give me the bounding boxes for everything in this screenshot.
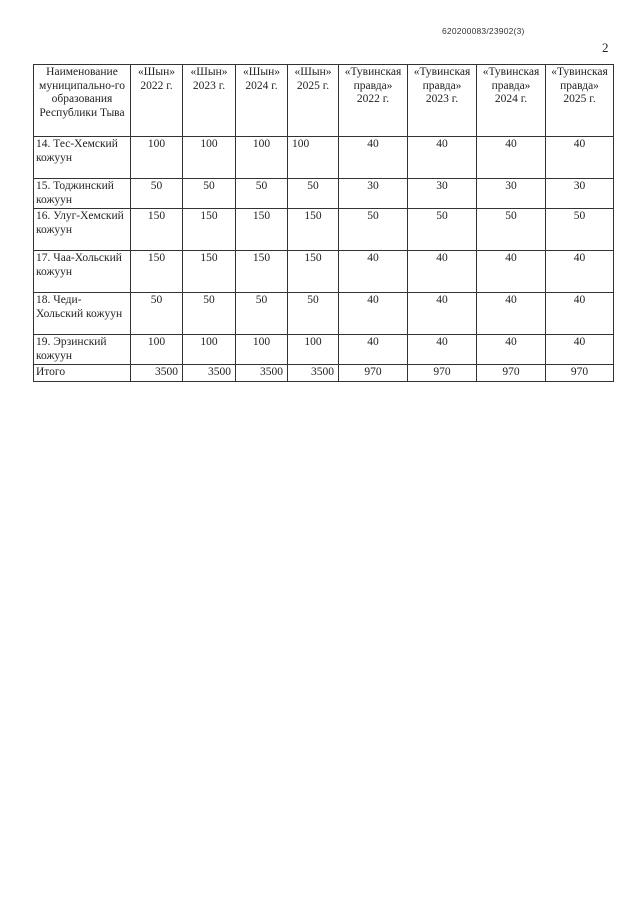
table-row bbox=[34, 209, 614, 251]
page-number: 2 bbox=[602, 40, 609, 55]
table-row bbox=[34, 179, 614, 209]
value-cell: 40 bbox=[339, 335, 408, 365]
header-shyn-2025: «Шын» 2025 г. bbox=[288, 65, 339, 137]
value-cell: 970 bbox=[408, 365, 477, 382]
value-cell: 30 bbox=[339, 179, 408, 209]
value-cell: 50 bbox=[288, 179, 339, 209]
value-cell: 3500 bbox=[131, 365, 183, 382]
value-cell: 40 bbox=[477, 251, 546, 293]
value-cell: 50 bbox=[408, 209, 477, 251]
value-cell: 150 bbox=[131, 209, 183, 251]
table-header-row bbox=[34, 65, 614, 137]
value-cell: 150 bbox=[183, 251, 236, 293]
municipality-name-cell: 16. Улуг-Хемский кожуун bbox=[34, 209, 131, 251]
value-cell: 150 bbox=[236, 209, 288, 251]
value-cell: 40 bbox=[408, 251, 477, 293]
header-shyn-2023: «Шын» 2023 г. bbox=[183, 65, 236, 137]
value-cell: 40 bbox=[477, 335, 546, 365]
value-cell: 3500 bbox=[183, 365, 236, 382]
table-row bbox=[34, 293, 614, 335]
value-cell: 100 bbox=[131, 335, 183, 365]
value-cell: 40 bbox=[339, 251, 408, 293]
value-cell: 100 bbox=[288, 137, 339, 179]
value-cell: 100 bbox=[236, 335, 288, 365]
value-cell: 50 bbox=[236, 293, 288, 335]
value-cell: 30 bbox=[477, 179, 546, 209]
value-cell: 150 bbox=[236, 251, 288, 293]
table-row bbox=[34, 251, 614, 293]
value-cell: 40 bbox=[546, 137, 614, 179]
header-tp-2025: «Тувинская правда» 2025 г. bbox=[546, 65, 614, 137]
value-cell: 40 bbox=[546, 293, 614, 335]
value-cell: 970 bbox=[339, 365, 408, 382]
municipality-name-cell: 15. Тоджинский кожуун bbox=[34, 179, 131, 209]
value-cell: 100 bbox=[183, 335, 236, 365]
table-row bbox=[34, 137, 614, 179]
value-cell: 970 bbox=[477, 365, 546, 382]
header-tp-2023: «Тувинская правда» 2023 г. bbox=[408, 65, 477, 137]
value-cell: 30 bbox=[546, 179, 614, 209]
value-cell: 40 bbox=[477, 293, 546, 335]
municipality-name-cell: 17. Чаа-Хольский кожуун bbox=[34, 251, 131, 293]
value-cell: 3500 bbox=[288, 365, 339, 382]
header-tp-2022: «Тувинская правда» 2022 г. bbox=[339, 65, 408, 137]
value-cell: 100 bbox=[288, 335, 339, 365]
value-cell: 150 bbox=[131, 251, 183, 293]
distribution-table bbox=[33, 64, 614, 382]
value-cell: 40 bbox=[339, 293, 408, 335]
value-cell: 100 bbox=[236, 137, 288, 179]
value-cell: 50 bbox=[183, 293, 236, 335]
value-cell: 40 bbox=[339, 137, 408, 179]
table-row bbox=[34, 335, 614, 365]
value-cell: 50 bbox=[131, 179, 183, 209]
header-tp-2024: «Тувинская правда» 2024 г. bbox=[477, 65, 546, 137]
value-cell: 40 bbox=[408, 137, 477, 179]
value-cell: 150 bbox=[288, 251, 339, 293]
value-cell: 50 bbox=[183, 179, 236, 209]
value-cell: 30 bbox=[408, 179, 477, 209]
value-cell: 40 bbox=[477, 137, 546, 179]
header-municipality: Наименование муниципально-го образования Республики Тыва bbox=[34, 65, 131, 137]
value-cell: 40 bbox=[546, 251, 614, 293]
value-cell: 970 bbox=[546, 365, 614, 382]
table-row bbox=[34, 365, 614, 382]
value-cell: 100 bbox=[183, 137, 236, 179]
value-cell: 150 bbox=[288, 209, 339, 251]
document-id: 620200083/23902(3) bbox=[442, 26, 525, 36]
value-cell: 40 bbox=[408, 293, 477, 335]
municipality-name-cell: 18. Чеди-Хольский кожуун bbox=[34, 293, 131, 335]
value-cell: 150 bbox=[183, 209, 236, 251]
value-cell: 50 bbox=[131, 293, 183, 335]
value-cell: 100 bbox=[131, 137, 183, 179]
value-cell: 50 bbox=[546, 209, 614, 251]
municipality-name-cell: 19. Эрзинский кожуун bbox=[34, 335, 131, 365]
municipality-name-cell: Итого bbox=[34, 365, 131, 382]
header-shyn-2022: «Шын» 2022 г. bbox=[131, 65, 183, 137]
value-cell: 40 bbox=[546, 335, 614, 365]
value-cell: 50 bbox=[477, 209, 546, 251]
value-cell: 40 bbox=[408, 335, 477, 365]
value-cell: 50 bbox=[236, 179, 288, 209]
header-shyn-2024: «Шын» 2024 г. bbox=[236, 65, 288, 137]
value-cell: 3500 bbox=[236, 365, 288, 382]
value-cell: 50 bbox=[339, 209, 408, 251]
municipality-name-cell: 14. Тес-Хемский кожуун bbox=[34, 137, 131, 179]
value-cell: 50 bbox=[288, 293, 339, 335]
